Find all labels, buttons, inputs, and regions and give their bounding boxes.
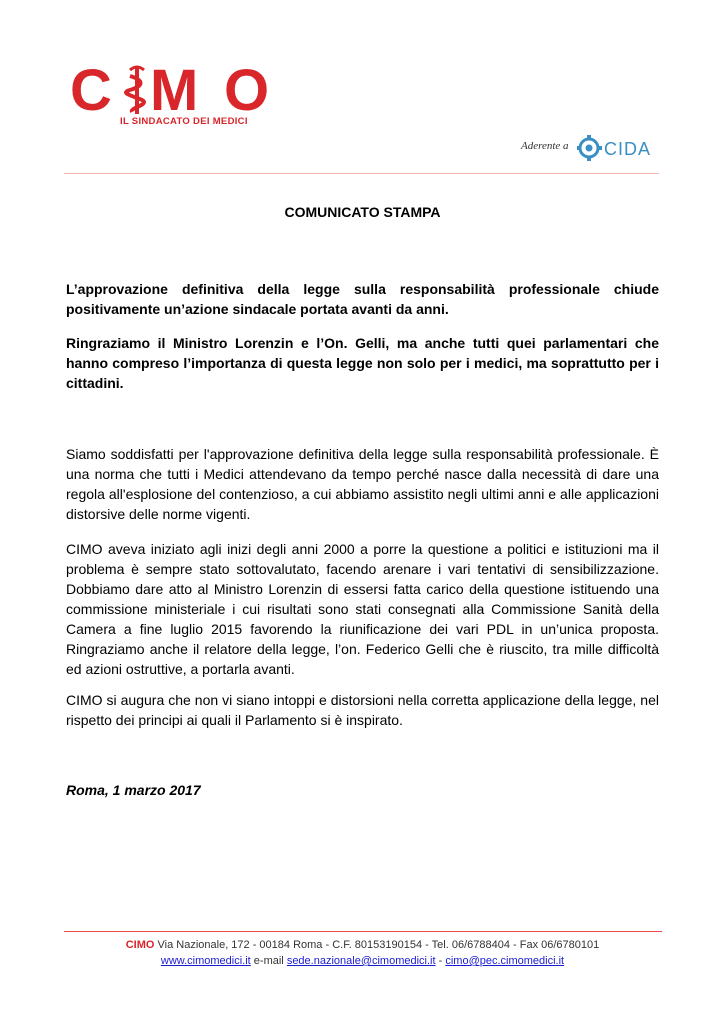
cimo-logo-mark (70, 62, 285, 117)
header-divider (64, 173, 659, 174)
gear-icon (577, 135, 602, 161)
logo-tagline: IL SINDACATO DEI MEDICI (120, 116, 248, 127)
email-label: e-mail (253, 955, 284, 967)
lead-paragraph-1: L’approvazione definitiva della legge sulla responsabilità professionale chiude positivamente un’azione sindacale portata avanti da anni. (66, 281, 659, 317)
body-paragraph-1: Siamo soddisfatti per l'approvazione definitiva della legge sulla responsabilità professionale. È una norma che tutti i Medici attendevano da tempo perché nasce dalla necessità di dare una regola all'esplosione del contenzioso, a cui abbiamo assistito negli ultimi anni e alle applicazioni distorsive delle norme vigenti. (66, 446, 659, 522)
body-paragraph-3: CIMO si augura che non vi siano intoppi e distorsioni nella corretta applicazione della legge, nel rispetto dei principi ai quali il Parlamento si è inspirato. (66, 692, 659, 728)
document-title: COMUNICATO STAMPA (284, 204, 441, 220)
footer-contact-line (0, 955, 725, 967)
caduceus-icon (126, 67, 144, 114)
website-link[interactable]: www.cimomedici.it (160, 955, 251, 967)
date-line: Roma, 1 marzo 2017 (66, 782, 201, 798)
footer-address-line (0, 939, 725, 951)
cida-logo (577, 133, 657, 163)
footer-divider (64, 931, 662, 932)
footer-brand: CIMO (125, 939, 155, 951)
contact-separator: - (438, 955, 443, 967)
lead-paragraph-2: Ringraziamo il Ministro Lorenzin e l’On. Gelli, ma anche tutti quei parlamentari che hanno compreso l’importanza di questa legge non solo per i medici, ma soprattutto per i cittadini. (66, 335, 659, 391)
cida-logo-text: CIDA (604, 139, 652, 159)
pec-link[interactable]: cimo@pec.cimomedici.it (445, 955, 565, 967)
adherent-label: Aderente a (521, 140, 569, 152)
logo-letter-o: O (224, 62, 270, 117)
email-link[interactable]: sede.nazionale@cimomedici.it (286, 955, 436, 967)
footer-address: Via Nazionale, 172 - 00184 Roma - C.F. 80153190154 - Tel. 06/6788404 - Fax 06/6780101 (157, 939, 600, 951)
body-paragraph-2: CIMO aveva iniziato agli inizi degli anni 2000 a porre la questione a politici e istituzioni ma il problema è sempre stato sottovalutato, facendo arenare i vari tentativi di sensibilizzazione. Dobbiamo dare atto al Ministro Lorenzin di essersi fatta carico della questione istituendo una commissione ministeriale i cui risultati sono stati consegnati alla Commissione Sanità della Camera a fine luglio 2015 favorendo la riunificazione dei vari PDL in un’unica proposta. Ringraziamo anche il relatore della legge, l’on. Federico Gelli che è riuscito, tra mille difficoltà ed azioni ostruttive, a portarla avanti. (66, 541, 659, 677)
logo-letter-m: M (150, 62, 199, 117)
logo-letter-c: C (70, 62, 112, 117)
